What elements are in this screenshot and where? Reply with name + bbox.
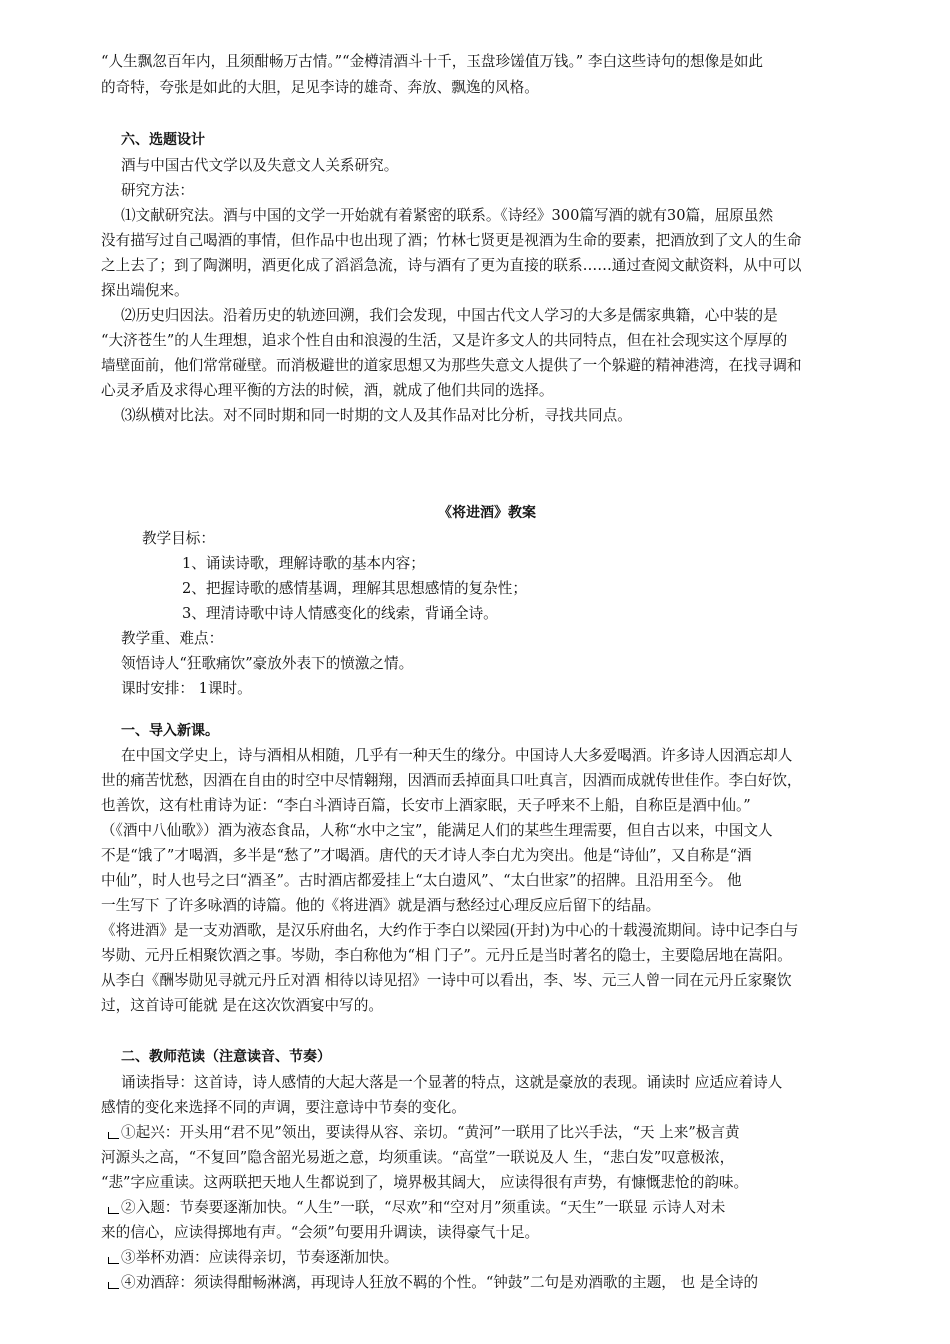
text-line: 探出端倪来。	[101, 282, 189, 299]
text-line: 世的痛苦忧愁，因酒在自由的时空中尽情翱翔，因酒而丢掉面具口吐真言，因酒而成就传世佳作。李白好饮，	[101, 772, 802, 789]
section-heading: 一、导入新课。	[121, 723, 219, 739]
text-line: ②入题：节奏要逐渐加快。“人生”一联，“尽欢”和“空对月”须重读。“天生”一联显 示诗人对未	[121, 1199, 726, 1216]
text-line: 墙壁面前，他们常常碰壁。而消极避世的道家思想又为那些失意文人提供了一个躲避的精神港湾，在找寻调和	[101, 357, 802, 374]
text-line: 中仙”，时人也号之曰“酒圣”。古时酒店都爱挂上“太白遗风”、“太白世家”的招牌。且沿用至今。 他	[101, 872, 742, 889]
page-title: 《将进酒》教案	[438, 505, 536, 521]
text-line: 来的信心，应读得掷地有声。“会须”句要用升调读，读得豪气十足。	[101, 1224, 540, 1241]
list-item	[108, 1248, 398, 1268]
text-line: ③举杯劝酒：应读得亲切，节奏逐渐加快。	[121, 1249, 399, 1266]
text-line: 的奇特，夸张是如此的大胆，足见李诗的雄奇、奔放、飘逸的风格。	[101, 79, 539, 96]
text-line: 感情的变化来选择不同的声调，要注意诗中节奏的变化。	[101, 1099, 466, 1116]
text-line: 酒与中国古代文学以及失意文人关系研究。	[121, 157, 399, 174]
text-line: 研究方法：	[121, 182, 194, 199]
text-line: 一生写下 了许多咏酒的诗篇。他的《将进酒》就是酒与愁经过心理反应后留下的结晶。	[101, 897, 661, 914]
edit-mark-icon	[108, 1132, 119, 1139]
text-line: ①起兴：开头用“君不见”领出，要读得从容、亲切。“黄河”一联用了比兴手法，“天 上来”极言黄	[121, 1124, 740, 1141]
text-line: 岑勋、元丹丘相聚饮酒之事。岑勋，李白称他为“相 门子”。元丹丘是当时著名的隐士，主要隐居地在嵩阳。	[101, 947, 792, 964]
text-line: 也善饮，这有杜甫诗为证：“李白斗酒诗百篇，长安市上酒家眠，天子呼来不上船，自称臣是酒中仙。”	[101, 797, 751, 814]
edit-mark-icon	[108, 1282, 119, 1289]
text-line: 之上去了；到了陶渊明，酒更化成了滔滔急流，诗与酒有了更为直接的联系……通过查阅文献资料，从中可以	[101, 257, 802, 274]
list-item: 3、理清诗歌中诗人情感变化的线索，背诵全诗。	[182, 605, 498, 622]
list-item	[108, 1198, 725, 1218]
text-line: 心灵矛盾及求得心理平衡的方法的时候，酒，就成了他们共同的选择。	[101, 382, 554, 399]
list-item	[108, 1123, 740, 1143]
section-heading: 二、教师范读（注意读音、节奏）	[121, 1049, 331, 1065]
text-line: 没有描写过自己喝酒的事情，但作品中也出现了酒；竹林七贤更是视酒为生命的要素，把酒放到了文人的生命	[101, 232, 802, 249]
text-line: 诵读指导：这首诗，诗人感情的大起大落是一个显著的特点，这就是豪放的表现。诵读时 应适应着诗人	[121, 1074, 783, 1091]
text-line: 领悟诗人“狂歌痛饮”豪放外表下的愤激之情。	[121, 655, 414, 672]
text-line: “悲”字应重读。这两联把天地人生都说到了，境界极其阔大， 应读得很有声势，有慷慨悲怆的韵味。	[101, 1174, 749, 1191]
section-heading: 六、选题设计	[121, 132, 205, 148]
text-line: 在中国文学史上，诗与酒相从相随，几乎有一种天生的缘分。中国诗人大多爱喝酒。许多诗人因酒忘却人	[121, 747, 793, 764]
text-line: 从李白《酬岑勋见寻就元丹丘对酒 相待以诗见招》一诗中可以看出，李、岑、元三人曾一同在元丹丘家聚饮	[101, 972, 792, 989]
list-item	[108, 1273, 758, 1293]
text-line: 课时安排： 1课时。	[121, 680, 252, 697]
text-line: ⑵历史归因法。沿着历史的轨迹回溯，我们会发现，中国古代文人学习的大多是儒家典籍，心中装的是	[121, 307, 778, 324]
list-item: 2、把握诗歌的感情基调，理解其思想感情的复杂性；	[182, 580, 527, 597]
text-line: （《酒中八仙歌》）酒为液态食品，人称“水中之宝”，能满足人们的某些生理需要，但自古以来，中国文人	[101, 822, 773, 839]
text-line: 《将进酒》是一支劝酒歌，是汉乐府曲名，大约作于李白以梁园(开封)为中心的十载漫流期间。诗中记李白与	[101, 922, 799, 939]
text-line: ⑴文献研究法。酒与中国的文学一开始就有着紧密的联系。《诗经》300篇写酒的就有30篇，屈原虽然	[121, 207, 774, 224]
text-line: 教学目标：	[142, 530, 215, 547]
text-line: ⑶纵横对比法。对不同时期和同一时期的文人及其作品对比分析，寻找共同点。	[121, 407, 632, 424]
text-line: 河源头之高，“不复回”隐含韶光易逝之意，均须重读。“高堂”一联说及人 生，“悲白发”叹意极浓，	[101, 1149, 735, 1166]
text-line: 教学重、难点：	[121, 630, 224, 647]
text-line: “大济苍生”的人生理想，追求个性自由和浪漫的生活，又是许多文人的共同特点，但在社会现实这个厚厚的	[101, 332, 788, 349]
text-line: 过，这首诗可能就 是在这次饮酒宴中写的。	[101, 997, 383, 1014]
text-line: ④劝酒辞：须读得酣畅淋漓，再现诗人狂放不羁的个性。“钟鼓”二句是劝酒歌的主题， 也 是全诗的	[121, 1274, 759, 1291]
text-line: “人生飘忽百年内，且须酣畅万古情。”“金樽清酒斗十千，玉盘珍馐值万钱。” 李白这些诗句的想像是如此	[101, 53, 764, 70]
edit-mark-icon	[108, 1257, 119, 1264]
edit-mark-icon	[108, 1207, 119, 1214]
list-item: 1、诵读诗歌，理解诗歌的基本内容；	[182, 555, 425, 572]
text-line: 不是“饿了”才喝酒，多半是“愁了”才喝酒。唐代的天才诗人李白尤为突出。他是“诗仙”，又自称是“酒	[101, 847, 752, 864]
